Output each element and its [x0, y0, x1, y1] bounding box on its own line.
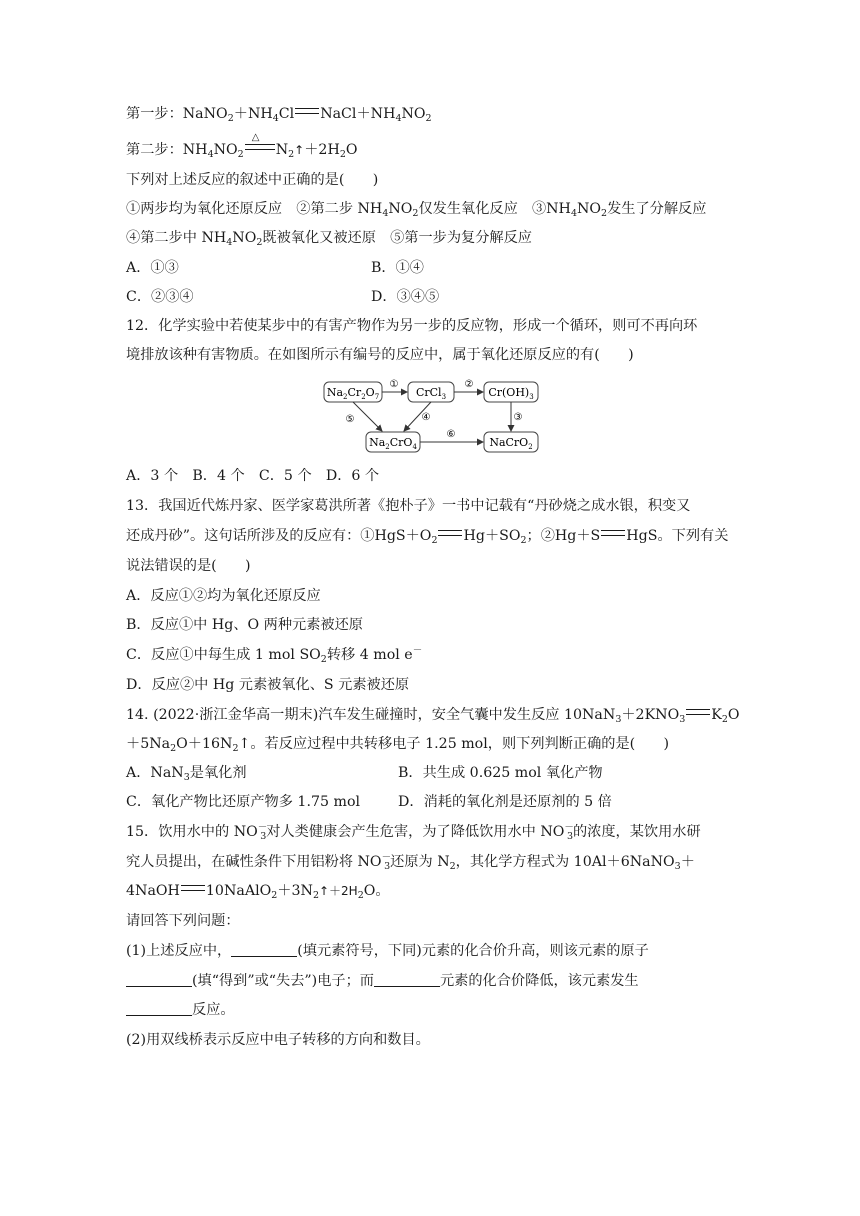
node-crcl3 — [408, 382, 454, 402]
node-nacro2 — [484, 432, 538, 452]
q11-option-d[interactable]: D．③④⑤ — [371, 289, 440, 305]
node-na2cr2o7 — [324, 382, 382, 402]
answer-blank-4[interactable] — [126, 1001, 192, 1016]
answer-blank-2[interactable] — [126, 972, 192, 987]
label-arrow-3: ③ — [513, 412, 523, 423]
q15-part2: (2)用双线桥表示反应中电子转移的方向和数目。 — [126, 1032, 430, 1048]
q15-part1-line1: (1)上述反应中， (填元素符号，下同)元素的化合价升高，则该元素的原子 — [126, 943, 649, 959]
q15-part1-line3: 反应。 — [126, 1000, 235, 1020]
q11-option-a[interactable]: A．①③ — [126, 260, 179, 276]
q14-line2: $+5Na_2O+16N_2↑$。若反应过程中共转移电子 1.25 mol，则下列判断正确的是( ) — [126, 736, 670, 754]
answer-blank-1[interactable] — [231, 942, 297, 957]
q14-options-cd — [126, 792, 612, 812]
q13-option-d[interactable]: D．反应②中 Hg 元素被氧化、S 元素被还原 — [126, 677, 410, 693]
q15-prompt: 请回答下列问题： — [126, 913, 240, 929]
label-arrow-1: ① — [389, 379, 399, 390]
q11-option-c[interactable]: C．②③④ — [126, 289, 194, 305]
q13-option-a[interactable]: A．反应①②均为氧化还原反应 — [126, 588, 321, 604]
q11-options-ab — [126, 258, 424, 278]
svg-text:Cr(OH)3: $Cr(OH)_3$ — [488, 386, 534, 401]
node-croh3 — [484, 382, 538, 402]
q12-options[interactable]: A．3 个 B．4 个 C．5 个 D．6 个 — [126, 468, 380, 484]
svg-text:NaCrO2: NaCrO$_2$ — [489, 436, 533, 451]
label-arrow-6: ⑥ — [446, 429, 456, 440]
q13-option-b[interactable]: B．反应①中 Hg、O 两种元素被还原 — [126, 617, 363, 633]
q13-option-c[interactable]: C．反应①中每生成 1 mol $SO_2$转移 4 mol e－ — [126, 645, 423, 665]
q14-option-d[interactable]: D．消耗的氧化剂是还原剂的 5 倍 — [398, 794, 612, 810]
step2-equation: 第二步：$NH_4NO_2$ △ $N_2↑+2H_2O$ — [126, 132, 358, 160]
q14-line1: 14. (2022·浙江金华高一期末)汽车发生碰撞时，安全气囊中发生反应 $10NaN_3+2KNO_3$ $K_2O$ — [126, 707, 740, 725]
q11-statements-2: ④第二步中 $NH_4NO_2$既被氧化又被还原 ⑤第一步为复分解反应 — [126, 230, 532, 248]
label-arrow-4: ④ — [421, 412, 431, 423]
q13-line3: 说法错误的是( ) — [126, 558, 251, 574]
q14-options-ab — [126, 763, 603, 783]
q11-statements-1: ①两步均为氧化还原反应 ②第二步 $NH_4NO_2$仅发生氧化反应 $③NH_4NO_2$发生了分解反应 — [126, 201, 707, 219]
q13-line2: 还成丹砂”。这句话所涉及的反应有：$①HgS+O_2$ $Hg+SO_2$；②Hg＋S HgS。下列有关 — [126, 528, 729, 546]
arrow-5 — [353, 402, 382, 431]
q14-option-c[interactable]: C．氧化产物比还原产物多 1.75 mol — [126, 794, 361, 810]
svg-text:Na2CrO4: $Na_2CrO_4$ — [369, 436, 417, 451]
q15-line1: 15．饮用水中的 $NO^-_3$对人类健康会产生危害，为了降低饮用水中 $NO^-_3$的浓度，某饮用水研 — [126, 822, 701, 842]
q11-option-b[interactable]: B．①④ — [371, 260, 424, 276]
q11-stem: 下列对上述反应的叙述中正确的是( ) — [126, 172, 379, 188]
node-na2cro4 — [366, 432, 420, 452]
step1-equation: 第一步：$NaNO_2+NH_4Cl$ $NaCl+NH_4NO_2$ — [126, 106, 432, 124]
answer-blank-3[interactable] — [374, 972, 440, 987]
reaction-cycle-diagram — [320, 374, 550, 458]
q15-part1-line2: (填“得到”或“失去”)电子；而 元素的化合价降低，该元素发生 — [126, 971, 639, 991]
q13-line1: 13．我国近代炼丹家、医学家葛洪所著《抱朴子》一书中记载有“丹砂烧之成水银，积变又 — [126, 498, 691, 514]
q12-line2: 境排放该种有害物质。在如图所示有编号的反应中，属于氧化还原反应的有( ) — [126, 347, 634, 363]
q14-option-a[interactable]: A．NaN$_3$是氧化剂 — [126, 765, 247, 783]
label-arrow-5: ⑤ — [345, 414, 355, 425]
q11-options-cd — [126, 287, 440, 307]
svg-text:Na2Cr2O7: $Na_2Cr_2O_7$ — [326, 386, 380, 401]
label-arrow-2: ② — [464, 379, 474, 390]
q15-line3: 4NaOH $10NaAlO_2+3N_2↑+2H_2O$。 — [126, 883, 390, 901]
q14-option-b[interactable]: B．共生成 0.625 mol 氧化产物 — [398, 765, 603, 781]
q12-line1: 12．化学实验中若使某步中的有害产物作为另一步的反应物，形成一个循环，则可不再向环 — [126, 318, 698, 334]
q15-line2: 究人员提出，在碱性条件下用铝粉将 $NO^-_3$还原为 $N_2$，其化学方程式为 10Al＋6NaNO$_3$＋ — [126, 852, 695, 872]
svg-text:CrCl3: CrCl$_3$ — [415, 386, 447, 401]
